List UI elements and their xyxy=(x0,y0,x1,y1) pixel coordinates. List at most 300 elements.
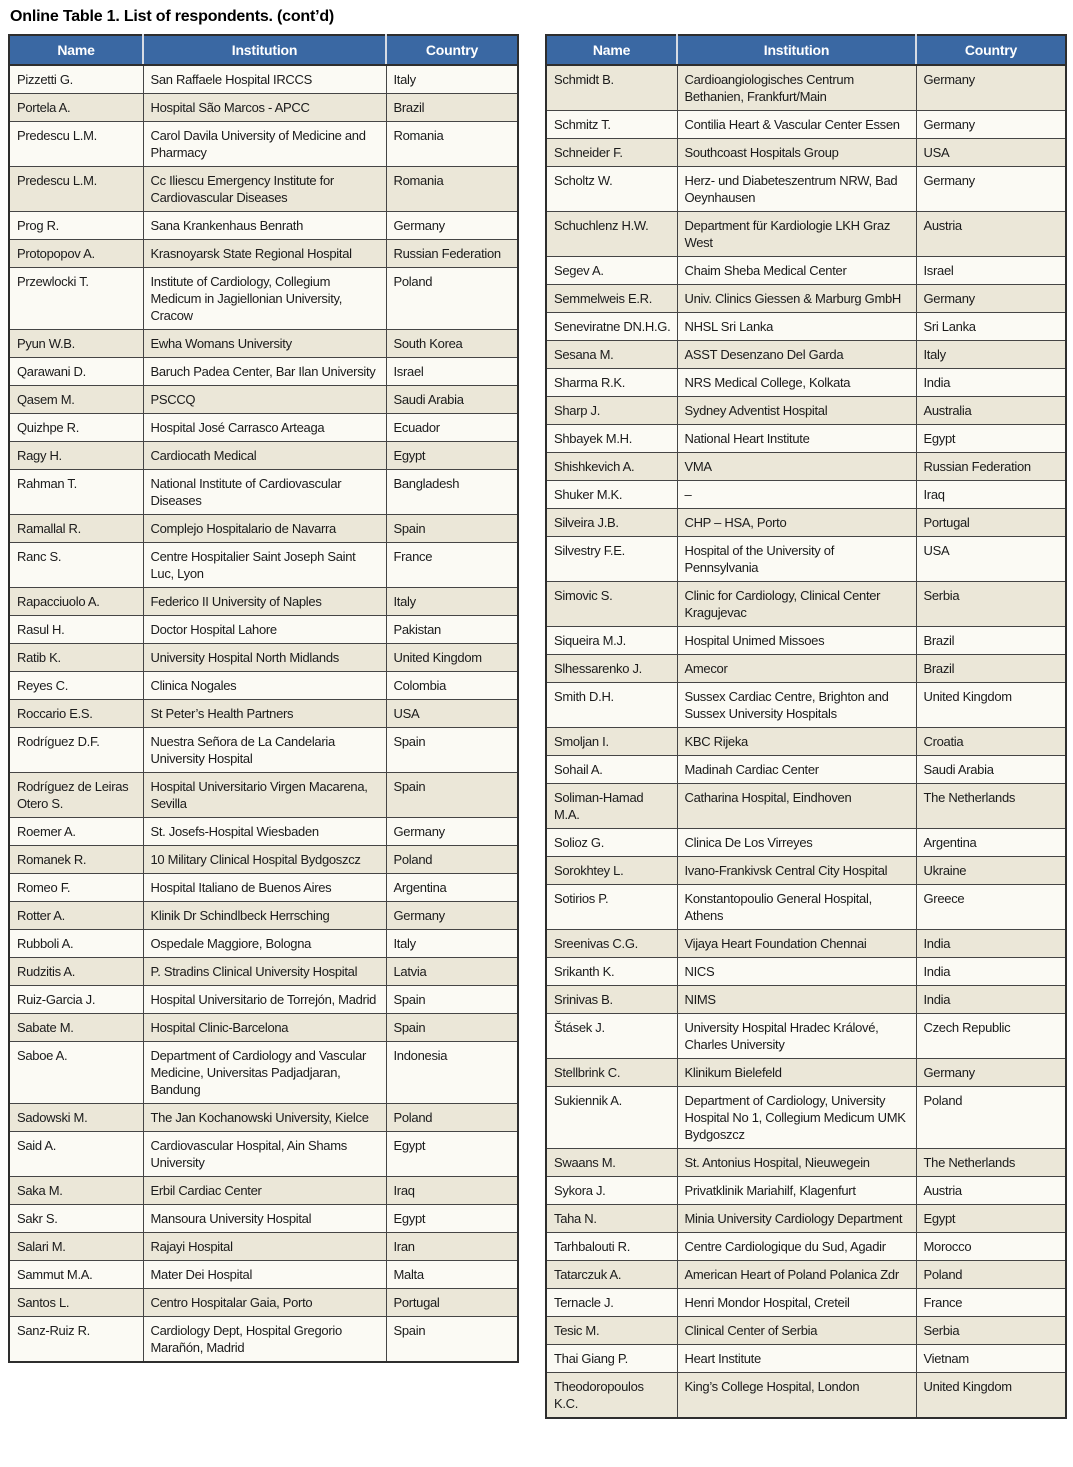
country-cell: Spain xyxy=(386,515,518,543)
name-cell: Przewlocki T. xyxy=(9,268,143,330)
name-cell: Scholtz W. xyxy=(546,167,677,212)
table-row xyxy=(9,212,518,240)
name-cell: Ratib K. xyxy=(9,644,143,672)
name-cell: Quizhpe R. xyxy=(9,414,143,442)
country-cell: India xyxy=(916,369,1066,397)
table-row xyxy=(546,1261,1066,1289)
table-row xyxy=(9,1104,518,1132)
institution-cell: NICS xyxy=(677,958,916,986)
table-row xyxy=(546,481,1066,509)
table-row xyxy=(9,167,518,212)
country-cell: Brazil xyxy=(916,655,1066,683)
country-cell: Ecuador xyxy=(386,414,518,442)
table-row xyxy=(546,655,1066,683)
institution-cell: Hospital São Marcos - APCC xyxy=(143,94,386,122)
country-cell: Germany xyxy=(916,65,1066,111)
name-cell: Said A. xyxy=(9,1132,143,1177)
name-cell: Ragy H. xyxy=(9,442,143,470)
table-row xyxy=(9,616,518,644)
table-row xyxy=(9,1289,518,1317)
table-row xyxy=(9,1042,518,1104)
institution-cell: KBC Rijeka xyxy=(677,728,916,756)
name-cell: Srikanth K. xyxy=(546,958,677,986)
country-cell: Portugal xyxy=(916,509,1066,537)
institution-cell: Southcoast Hospitals Group xyxy=(677,139,916,167)
name-cell: Sadowski M. xyxy=(9,1104,143,1132)
name-cell: Pizzetti G. xyxy=(9,65,143,94)
institution-cell: Madinah Cardiac Center xyxy=(677,756,916,784)
institution-cell: Hospital of the University of Pennsylvania xyxy=(677,537,916,582)
institution-cell: Erbil Cardiac Center xyxy=(143,1177,386,1205)
table-row xyxy=(9,240,518,268)
name-cell: Predescu L.M. xyxy=(9,167,143,212)
country-cell: Morocco xyxy=(916,1233,1066,1261)
name-cell: Protopopov A. xyxy=(9,240,143,268)
table-row xyxy=(546,537,1066,582)
institution-cell: National Institute of Cardiovascular Diseases xyxy=(143,470,386,515)
institution-cell: Ewha Womans University xyxy=(143,330,386,358)
institution-cell: St. Antonius Hospital, Nieuwegein xyxy=(677,1149,916,1177)
table-row xyxy=(9,268,518,330)
country-cell: France xyxy=(386,543,518,588)
country-cell: India xyxy=(916,930,1066,958)
institution-cell: Sana Krankenhaus Benrath xyxy=(143,212,386,240)
table-row xyxy=(9,330,518,358)
country-cell: Spain xyxy=(386,773,518,818)
name-cell: Taha N. xyxy=(546,1205,677,1233)
country-cell: Romania xyxy=(386,122,518,167)
table-row xyxy=(9,122,518,167)
table-row xyxy=(9,1177,518,1205)
table-body-left xyxy=(9,65,518,1362)
institution-cell: Institute of Cardiology, Collegium Medicum in Jagiellonian University, Cracow xyxy=(143,268,386,330)
institution-cell: San Raffaele Hospital IRCCS xyxy=(143,65,386,94)
institution-cell: 10 Military Clinical Hospital Bydgoszcz xyxy=(143,846,386,874)
country-cell: Iraq xyxy=(916,481,1066,509)
table-header-right xyxy=(546,35,1066,65)
name-cell: Reyes C. xyxy=(9,672,143,700)
name-cell: Rapacciuolo A. xyxy=(9,588,143,616)
institution-cell: Clinica Nogales xyxy=(143,672,386,700)
country-cell: Poland xyxy=(386,846,518,874)
institution-cell: Univ. Clinics Giessen & Marburg GmbH xyxy=(677,285,916,313)
name-cell: Slhessarenko J. xyxy=(546,655,677,683)
country-cell: The Netherlands xyxy=(916,1149,1066,1177)
table-row xyxy=(546,582,1066,627)
country-cell: Brazil xyxy=(386,94,518,122)
name-cell: Silvestry F.E. xyxy=(546,537,677,582)
name-cell: Schuchlenz H.W. xyxy=(546,212,677,257)
name-cell: Ranc S. xyxy=(9,543,143,588)
country-cell: Germany xyxy=(386,818,518,846)
institution-cell: Department of Cardiology and Vascular Medicine, Universitas Padjadjaran, Bandung xyxy=(143,1042,386,1104)
country-cell: Germany xyxy=(386,212,518,240)
table-row xyxy=(546,257,1066,285)
table-row xyxy=(9,1317,518,1363)
country-cell: Greece xyxy=(916,885,1066,930)
name-cell: Pyun W.B. xyxy=(9,330,143,358)
country-cell: Italy xyxy=(386,588,518,616)
institution-cell: NIMS xyxy=(677,986,916,1014)
table-row xyxy=(9,1261,518,1289)
table-row xyxy=(546,313,1066,341)
name-cell: Siqueira M.J. xyxy=(546,627,677,655)
institution-cell: NHSL Sri Lanka xyxy=(677,313,916,341)
country-cell: Spain xyxy=(386,728,518,773)
country-cell: Portugal xyxy=(386,1289,518,1317)
country-cell: Egypt xyxy=(386,1132,518,1177)
table-row xyxy=(9,588,518,616)
column-header-name: Name xyxy=(546,35,677,65)
table-row xyxy=(9,874,518,902)
column-header-country: Country xyxy=(916,35,1066,65)
country-cell: Romania xyxy=(386,167,518,212)
institution-cell: Nuestra Señora de La Candelaria University Hospital xyxy=(143,728,386,773)
institution-cell: Cardiology Dept, Hospital Gregorio Marañón, Madrid xyxy=(143,1317,386,1363)
country-cell: Poland xyxy=(386,268,518,330)
table-row xyxy=(546,1205,1066,1233)
country-cell: Indonesia xyxy=(386,1042,518,1104)
institution-cell: Ospedale Maggiore, Bologna xyxy=(143,930,386,958)
name-cell: Rahman T. xyxy=(9,470,143,515)
institution-cell: NRS Medical College, Kolkata xyxy=(677,369,916,397)
institution-cell: Complejo Hospitalario de Navarra xyxy=(143,515,386,543)
institution-cell: Minia University Cardiology Department xyxy=(677,1205,916,1233)
country-cell: Egypt xyxy=(386,1205,518,1233)
name-cell: Predescu L.M. xyxy=(9,122,143,167)
institution-cell: Amecor xyxy=(677,655,916,683)
table-row xyxy=(9,672,518,700)
name-cell: Saka M. xyxy=(9,1177,143,1205)
name-cell: Ruiz-Garcia J. xyxy=(9,986,143,1014)
country-cell: India xyxy=(916,986,1066,1014)
country-cell: Czech Republic xyxy=(916,1014,1066,1059)
country-cell: Pakistan xyxy=(386,616,518,644)
table-row xyxy=(9,1205,518,1233)
country-cell: Saudi Arabia xyxy=(916,756,1066,784)
institution-cell: Konstantopoulio General Hospital, Athens xyxy=(677,885,916,930)
table-row xyxy=(9,1233,518,1261)
country-cell: Poland xyxy=(916,1261,1066,1289)
institution-cell: Catharina Hospital, Eindhoven xyxy=(677,784,916,829)
country-cell: Iran xyxy=(386,1233,518,1261)
name-cell: Thai Giang P. xyxy=(546,1345,677,1373)
name-cell: Solioz G. xyxy=(546,829,677,857)
name-cell: Seneviratne DN.H.G. xyxy=(546,313,677,341)
page-title: Online Table 1. List of respondents. (cont’d) xyxy=(10,8,335,25)
respondents-table-left xyxy=(8,34,519,1363)
institution-cell: Clinica De Los Virreyes xyxy=(677,829,916,857)
column-header-name: Name xyxy=(9,35,143,65)
institution-cell: Hospital Universitario Virgen Macarena, Sevilla xyxy=(143,773,386,818)
table-row xyxy=(9,700,518,728)
header-row xyxy=(546,35,1066,65)
institution-cell: Clinical Center of Serbia xyxy=(677,1317,916,1345)
table-row xyxy=(9,414,518,442)
country-cell: Latvia xyxy=(386,958,518,986)
name-cell: Sharma R.K. xyxy=(546,369,677,397)
name-cell: Shuker M.K. xyxy=(546,481,677,509)
table-row xyxy=(546,1177,1066,1205)
country-cell: Israel xyxy=(916,257,1066,285)
institution-cell: Department of Cardiology, University Hospital No 1, Collegium Medicum UMK Bydgoszcz xyxy=(677,1087,916,1149)
name-cell: Stellbrink C. xyxy=(546,1059,677,1087)
institution-cell: Hospital Italiano de Buenos Aires xyxy=(143,874,386,902)
name-cell: Silveira J.B. xyxy=(546,509,677,537)
name-cell: Qarawani D. xyxy=(9,358,143,386)
institution-cell: The Jan Kochanowski University, Kielce xyxy=(143,1104,386,1132)
country-cell: Germany xyxy=(916,1059,1066,1087)
institution-cell: Ivano-Frankivsk Central City Hospital xyxy=(677,857,916,885)
institution-cell: Baruch Padea Center, Bar Ilan University xyxy=(143,358,386,386)
institution-cell: Federico II University of Naples xyxy=(143,588,386,616)
institution-cell: Mater Dei Hospital xyxy=(143,1261,386,1289)
country-cell: USA xyxy=(916,139,1066,167)
name-cell: Sabate M. xyxy=(9,1014,143,1042)
table-row xyxy=(546,1014,1066,1059)
name-cell: Portela A. xyxy=(9,94,143,122)
institution-cell: Cardioangiologisches Centrum Bethanien, Frankfurt/Main xyxy=(677,65,916,111)
country-cell: Egypt xyxy=(386,442,518,470)
name-cell: Sharp J. xyxy=(546,397,677,425)
country-cell: Colombia xyxy=(386,672,518,700)
name-cell: Soliman-Hamad M.A. xyxy=(546,784,677,829)
table-row xyxy=(546,139,1066,167)
institution-cell: Hospital Clinic-Barcelona xyxy=(143,1014,386,1042)
table-row xyxy=(9,930,518,958)
table-header-left xyxy=(9,35,518,65)
institution-cell: University Hospital North Midlands xyxy=(143,644,386,672)
table-row xyxy=(546,369,1066,397)
table-row xyxy=(9,65,518,94)
header-row xyxy=(9,35,518,65)
table-row xyxy=(546,1233,1066,1261)
name-cell: Smith D.H. xyxy=(546,683,677,728)
table-row xyxy=(546,425,1066,453)
table-row xyxy=(546,784,1066,829)
name-cell: Santos L. xyxy=(9,1289,143,1317)
table-row xyxy=(546,1289,1066,1317)
institution-cell: King’s College Hospital, London xyxy=(677,1373,916,1419)
name-cell: Schneider F. xyxy=(546,139,677,167)
institution-cell: Carol Davila University of Medicine and Pharmacy xyxy=(143,122,386,167)
name-cell: Rodríguez D.F. xyxy=(9,728,143,773)
institution-cell: Chaim Sheba Medical Center xyxy=(677,257,916,285)
table-row xyxy=(9,470,518,515)
table-row xyxy=(9,442,518,470)
institution-cell: VMA xyxy=(677,453,916,481)
name-cell: Smoljan I. xyxy=(546,728,677,756)
institution-cell: National Heart Institute xyxy=(677,425,916,453)
table-row xyxy=(9,94,518,122)
name-cell: Sesana M. xyxy=(546,341,677,369)
institution-cell: Centre Hospitalier Saint Joseph Saint Luc, Lyon xyxy=(143,543,386,588)
table-row xyxy=(9,958,518,986)
institution-cell: Doctor Hospital Lahore xyxy=(143,616,386,644)
name-cell: Tatarczuk A. xyxy=(546,1261,677,1289)
table-row xyxy=(546,65,1066,111)
table-row xyxy=(546,111,1066,139)
institution-cell: Contilia Heart & Vascular Center Essen xyxy=(677,111,916,139)
name-cell: Sukiennik A. xyxy=(546,1087,677,1149)
table-row xyxy=(9,902,518,930)
country-cell: Germany xyxy=(916,111,1066,139)
name-cell: Shbayek M.H. xyxy=(546,425,677,453)
table-row xyxy=(546,958,1066,986)
institution-cell: Hospital José Carrasco Arteaga xyxy=(143,414,386,442)
country-cell: Austria xyxy=(916,212,1066,257)
country-cell: Poland xyxy=(916,1087,1066,1149)
country-cell: Germany xyxy=(916,285,1066,313)
country-cell: Argentina xyxy=(386,874,518,902)
country-cell: Italy xyxy=(386,65,518,94)
table-row xyxy=(9,846,518,874)
institution-cell: Klinik Dr Schindlbeck Herrsching xyxy=(143,902,386,930)
column-header-institution: Institution xyxy=(677,35,916,65)
table-row xyxy=(546,683,1066,728)
name-cell: Semmelweis E.R. xyxy=(546,285,677,313)
table-row xyxy=(546,509,1066,537)
table-row xyxy=(546,212,1066,257)
respondents-table-right xyxy=(545,34,1067,1419)
country-cell: France xyxy=(916,1289,1066,1317)
institution-cell: Centre Cardiologique du Sud, Agadir xyxy=(677,1233,916,1261)
name-cell: Qasem M. xyxy=(9,386,143,414)
table-row xyxy=(546,453,1066,481)
country-cell: Egypt xyxy=(916,425,1066,453)
country-cell: Serbia xyxy=(916,1317,1066,1345)
institution-cell: Hospital Universitario de Torrejón, Madrid xyxy=(143,986,386,1014)
institution-cell: Cardiocath Medical xyxy=(143,442,386,470)
name-cell: Rasul H. xyxy=(9,616,143,644)
table-row xyxy=(546,1345,1066,1373)
country-cell: USA xyxy=(916,537,1066,582)
institution-cell: ASST Desenzano Del Garda xyxy=(677,341,916,369)
institution-cell: Centro Hospitalar Gaia, Porto xyxy=(143,1289,386,1317)
name-cell: Sotirios P. xyxy=(546,885,677,930)
name-cell: Ramallal R. xyxy=(9,515,143,543)
table-row xyxy=(9,818,518,846)
table-row xyxy=(546,986,1066,1014)
institution-cell: St Peter’s Health Partners xyxy=(143,700,386,728)
institution-cell: Sydney Adventist Hospital xyxy=(677,397,916,425)
institution-cell: Privatklinik Mariahilf, Klagenfurt xyxy=(677,1177,916,1205)
name-cell: Swaans M. xyxy=(546,1149,677,1177)
institution-cell: St. Josefs-Hospital Wiesbaden xyxy=(143,818,386,846)
table-row xyxy=(546,341,1066,369)
table-row xyxy=(9,386,518,414)
country-cell: Bangladesh xyxy=(386,470,518,515)
name-cell: Štásek J. xyxy=(546,1014,677,1059)
name-cell: Sanz-Ruiz R. xyxy=(9,1317,143,1363)
name-cell: Saboe A. xyxy=(9,1042,143,1104)
country-cell: Austria xyxy=(916,1177,1066,1205)
table-row xyxy=(9,543,518,588)
institution-cell: Henri Mondor Hospital, Creteil xyxy=(677,1289,916,1317)
table-row xyxy=(546,285,1066,313)
name-cell: Sreenivas C.G. xyxy=(546,930,677,958)
country-cell: The Netherlands xyxy=(916,784,1066,829)
name-cell: Rubboli A. xyxy=(9,930,143,958)
table-row xyxy=(546,829,1066,857)
table-row xyxy=(9,773,518,818)
table-body-right xyxy=(546,65,1066,1418)
country-cell: Israel xyxy=(386,358,518,386)
name-cell: Tesic M. xyxy=(546,1317,677,1345)
country-cell: Malta xyxy=(386,1261,518,1289)
country-cell: Argentina xyxy=(916,829,1066,857)
country-cell: Spain xyxy=(386,1317,518,1363)
country-cell: Germany xyxy=(916,167,1066,212)
country-cell: USA xyxy=(386,700,518,728)
table-row xyxy=(546,1373,1066,1419)
name-cell: Sorokhtey L. xyxy=(546,857,677,885)
country-cell: United Kingdom xyxy=(916,683,1066,728)
name-cell: Sammut M.A. xyxy=(9,1261,143,1289)
country-cell: Croatia xyxy=(916,728,1066,756)
country-cell: Sri Lanka xyxy=(916,313,1066,341)
name-cell: Sykora J. xyxy=(546,1177,677,1205)
table-row xyxy=(546,1149,1066,1177)
name-cell: Tarhbalouti R. xyxy=(546,1233,677,1261)
institution-cell: Cardiovascular Hospital, Ain Shams University xyxy=(143,1132,386,1177)
table-row xyxy=(9,1014,518,1042)
table-row xyxy=(546,728,1066,756)
table-row xyxy=(546,1087,1066,1149)
table-row xyxy=(546,1059,1066,1087)
institution-cell: – xyxy=(677,481,916,509)
country-cell: Iraq xyxy=(386,1177,518,1205)
name-cell: Prog R. xyxy=(9,212,143,240)
column-header-country: Country xyxy=(386,35,518,65)
table-row xyxy=(9,515,518,543)
name-cell: Roemer A. xyxy=(9,818,143,846)
name-cell: Schmitz T. xyxy=(546,111,677,139)
country-cell: South Korea xyxy=(386,330,518,358)
name-cell: Ternacle J. xyxy=(546,1289,677,1317)
table-row xyxy=(546,756,1066,784)
country-cell: Germany xyxy=(386,902,518,930)
name-cell: Rodríguez de Leiras Otero S. xyxy=(9,773,143,818)
name-cell: Segev A. xyxy=(546,257,677,285)
tables-container xyxy=(8,34,1073,1419)
name-cell: Simovic S. xyxy=(546,582,677,627)
table-row xyxy=(9,1132,518,1177)
name-cell: Srinivas B. xyxy=(546,986,677,1014)
institution-cell: Vijaya Heart Foundation Chennai xyxy=(677,930,916,958)
name-cell: Rudzitis A. xyxy=(9,958,143,986)
institution-cell: Klinikum Bielefeld xyxy=(677,1059,916,1087)
institution-cell: Herz- und Diabeteszentrum NRW, Bad Oeynhausen xyxy=(677,167,916,212)
table-row xyxy=(546,857,1066,885)
country-cell: Ukraine xyxy=(916,857,1066,885)
name-cell: Romeo F. xyxy=(9,874,143,902)
country-cell: Spain xyxy=(386,1014,518,1042)
country-cell: Russian Federation xyxy=(916,453,1066,481)
name-cell: Romanek R. xyxy=(9,846,143,874)
institution-cell: Department für Kardiologie LKH Graz West xyxy=(677,212,916,257)
institution-cell: Krasnoyarsk State Regional Hospital xyxy=(143,240,386,268)
table-row xyxy=(9,728,518,773)
country-cell: Spain xyxy=(386,986,518,1014)
institution-cell: Sussex Cardiac Centre, Brighton and Sussex University Hospitals xyxy=(677,683,916,728)
table-row xyxy=(546,167,1066,212)
country-cell: Vietnam xyxy=(916,1345,1066,1373)
country-cell: Saudi Arabia xyxy=(386,386,518,414)
country-cell: Australia xyxy=(916,397,1066,425)
institution-cell: CHP – HSA, Porto xyxy=(677,509,916,537)
table-row xyxy=(546,1317,1066,1345)
